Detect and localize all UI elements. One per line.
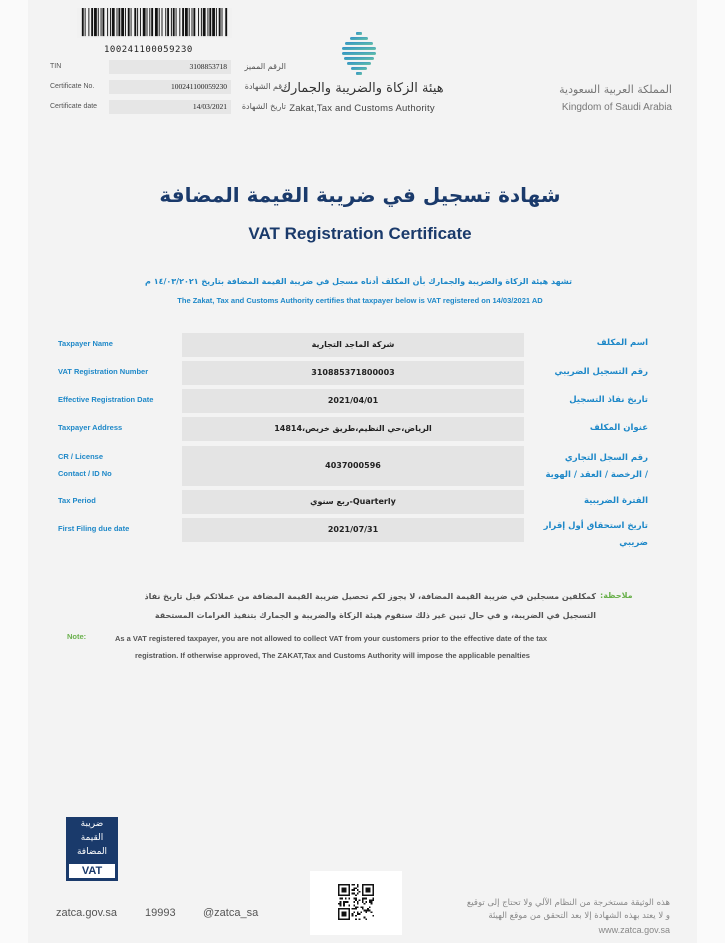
- meta-value: 3108853718: [109, 60, 231, 74]
- title-en: VAT Registration Certificate: [248, 224, 472, 243]
- field-vat-number: [58, 361, 650, 385]
- meta-label-en: Certificate date: [50, 103, 98, 110]
- field-label-ar: الفترة الضريبية: [583, 496, 648, 506]
- footer-phone: 19993: [145, 907, 176, 919]
- field-label-en: Effective Registration Date: [58, 395, 154, 404]
- field-label-en: CR / License: [58, 452, 104, 461]
- barcode-number: 100241100059230: [104, 45, 193, 55]
- meta-row-tin: [50, 60, 286, 74]
- authority-name-ar: هيئة الزكاة والضريبة والجمارك: [280, 81, 444, 96]
- meta-row-certificate-no: [50, 80, 286, 94]
- footer-disclaimer-ar-1: هذه الوثيقة مستخرجة من النظام الآلي ولا تحتاج إلى توقيع: [466, 898, 670, 908]
- field-tax-period: [58, 490, 650, 514]
- field-label-ar-2: ضريبي: [619, 538, 648, 548]
- field-value: الرياض،حي النظيم،طريق خريص،14814: [182, 417, 524, 441]
- qr-code-icon: [338, 884, 374, 920]
- field-value: ربع سنوي-Quarterly: [182, 490, 524, 514]
- field-taxpayer-name: [58, 333, 650, 357]
- meta-label-en: Certificate No.: [50, 83, 95, 90]
- footer-url[interactable]: www.zatca.gov.sa: [598, 925, 670, 935]
- title-ar: شهادة تسجيل في ضريبة القيمة المضافة: [159, 183, 561, 207]
- field-value: 2021/07/31: [182, 518, 524, 542]
- kingdom-name-en: Kingdom of Saudi Arabia: [561, 102, 672, 113]
- zatca-logo-icon: [338, 30, 380, 76]
- field-label-ar: تاريخ نفاذ التسجيل: [569, 395, 648, 405]
- meta-row-certificate-date: [50, 100, 286, 114]
- field-label-ar: رقم السجل التجاري: [564, 453, 648, 463]
- meta-label-ar: رقم الشهادة: [244, 82, 286, 91]
- field-label-ar-2: / الرخصة / العقد / الهوية: [545, 470, 648, 480]
- note-label-en: Note:: [67, 632, 87, 641]
- field-value: 2021/04/01: [182, 389, 524, 413]
- certify-statement-en: The Zakat, Tax and Customs Authority certifies that taxpayer below is VAT registered on 14/03/2021 AD: [177, 296, 543, 305]
- vat-logo-line-2: القيمة: [80, 833, 104, 843]
- field-cr-license: [58, 446, 650, 486]
- vat-logo-badge: VAT: [69, 864, 115, 878]
- field-label-ar: رقم التسجيل الضريبي: [554, 367, 648, 377]
- note-ar-line-2: التسجيل في الضريبة، و في حال تبين غير ذلك ستقوم هيئة الزكاة والضريبة و الجمارك بتنفيذ الغرامات المستحقة: [154, 611, 596, 620]
- field-value: 310885371800003: [182, 361, 524, 385]
- note-en-line-1: As a VAT registered taxpayer, you are not allowed to collect VAT from your customers prior to the effective date of the tax: [115, 634, 548, 643]
- authority-name-en: Zakat,Tax and Customs Authority: [289, 103, 435, 114]
- kingdom-name-ar: المملكة العربية السعودية: [559, 83, 672, 96]
- field-first-filing: [58, 518, 650, 548]
- barcode-bars: [77, 8, 232, 38]
- note-en-line-2: registration. If otherwise approved, The ZAKAT,Tax and Customs Authority will impose the applicable penalties: [135, 651, 530, 660]
- field-label-en: Taxpayer Address: [58, 423, 123, 432]
- field-label-ar: اسم المكلف: [596, 338, 648, 348]
- field-label-en: Tax Period: [58, 496, 96, 505]
- vat-logo: [66, 817, 118, 881]
- footer-disclaimer-ar-2: و لا يعتد بهذه الشهادة إلا بعد التحقق من موقع الهيئة: [488, 911, 670, 921]
- meta-label-en: TIN: [50, 63, 62, 70]
- footer-handle[interactable]: @zatca_sa: [203, 907, 259, 919]
- qr-code-container: [310, 871, 402, 935]
- field-label-en: VAT Registration Number: [58, 367, 149, 376]
- field-value: 4037000596: [182, 446, 524, 486]
- vat-logo-line-1: ضريبة: [80, 819, 104, 829]
- meta-label-ar: تاريخ الشهادة: [241, 102, 286, 111]
- barcode: [77, 8, 232, 55]
- note-text-ar: [120, 587, 596, 625]
- field-label-en: Taxpayer Name: [58, 339, 113, 348]
- note-ar-line-1: كمكلفين مسجلين في ضريبة القيمة المضافة، لا يجوز لكم تحصيل ضريبة القيمة المضافة من عملائكم قبل تاريخ نفاذ: [144, 592, 596, 601]
- field-effective-date: [58, 389, 650, 413]
- field-label-en-2: Contact / ID No: [58, 469, 112, 478]
- page-margin-right: [697, 0, 725, 943]
- page-margin-left: [0, 0, 28, 943]
- footer-website[interactable]: zatca.gov.sa: [56, 907, 117, 919]
- field-value: شركة الماجد التجارية: [182, 333, 524, 357]
- certify-statement-ar: تشهد هيئة الزكاة والضريبة والجمارك بأن المكلف أدناه مسجل في ضريبة القيمة المضافة بتاريخ ١٤/٠٣/٢٠٢١ م: [145, 277, 572, 286]
- field-label-ar: عنوان المكلف: [589, 423, 648, 433]
- meta-value: 100241100059230: [109, 80, 231, 94]
- note-label-ar: ملاحظة:: [600, 591, 633, 600]
- meta-label-ar: الرقم المميز: [244, 62, 286, 71]
- meta-value: 14/03/2021: [109, 100, 231, 114]
- field-label-en: First Filing due date: [58, 524, 130, 533]
- field-address: [58, 417, 650, 441]
- field-label-ar: تاريخ استحقاق أول إقرار: [543, 521, 648, 531]
- vat-logo-line-3: المضافة: [76, 847, 108, 857]
- note-text-en: [115, 630, 615, 664]
